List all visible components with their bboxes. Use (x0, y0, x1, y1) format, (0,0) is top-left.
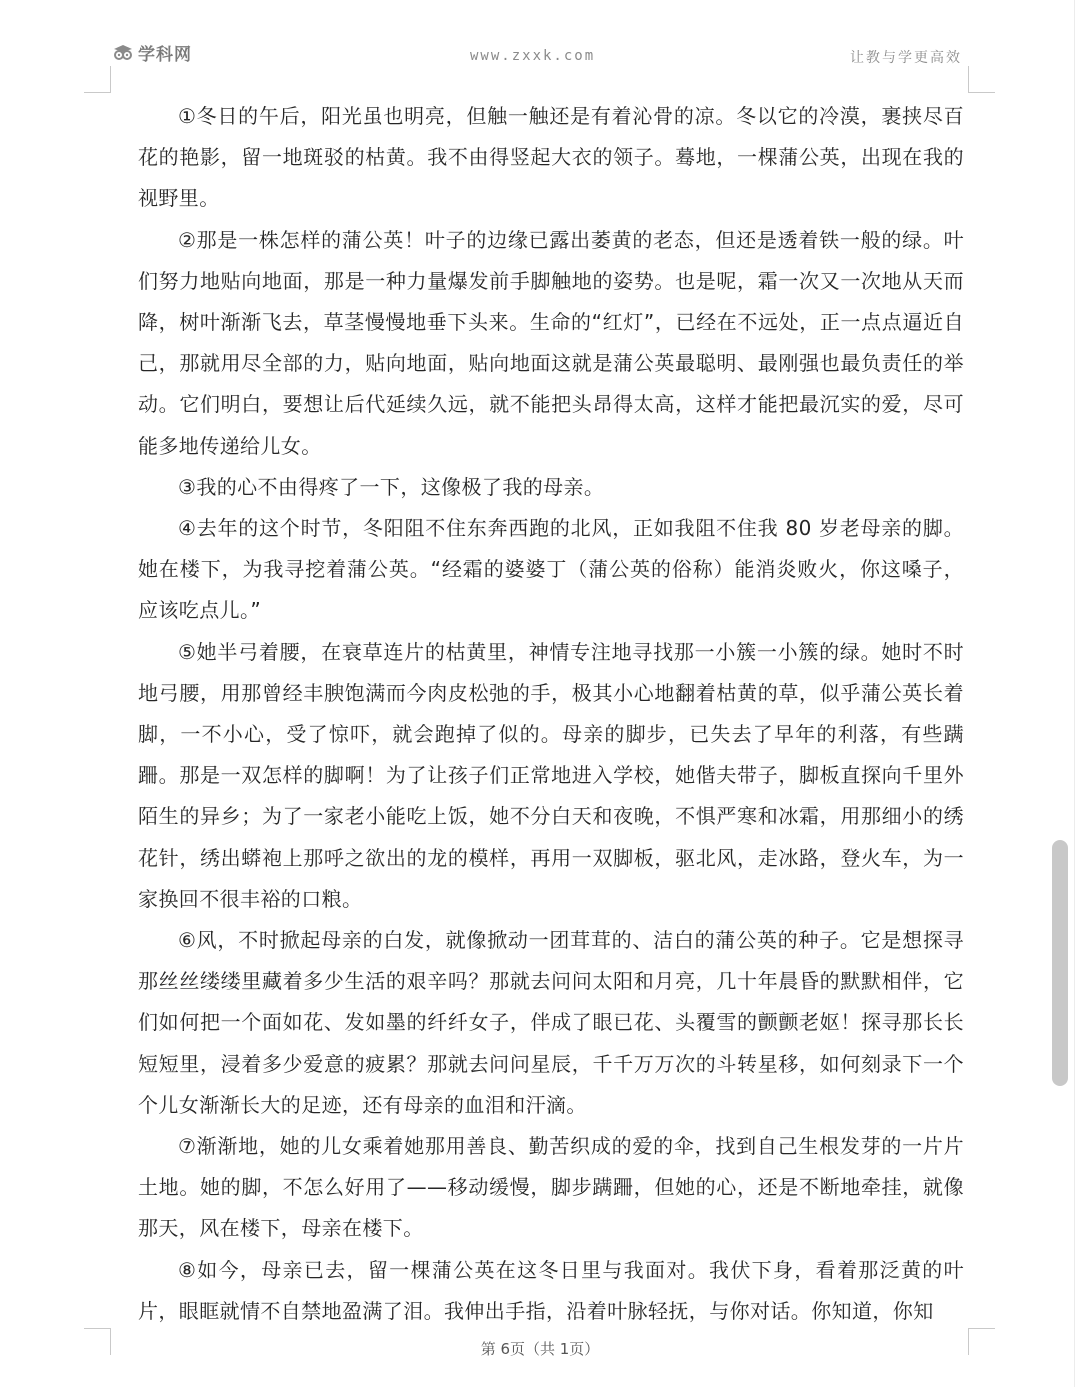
site-url[interactable]: www.zxxk.com (470, 48, 596, 64)
owl-logo-icon (112, 42, 134, 64)
logo-text: 学科网 (138, 45, 192, 65)
scrollbar-thumb[interactable] (1052, 840, 1068, 1086)
window-edge (1074, 0, 1075, 1387)
paragraph-7: ⑦渐渐地，她的儿女乘着她那用善良、勤苦织成的爱的伞，找到自己生根发芽的一片片土地。她的脚，不怎么好用了——移动缓慢，脚步蹒跚，但她的心，还是不断地牵挂，就像那天，风在楼下，母亲在楼下。 (138, 1134, 964, 1241)
page-header (0, 0, 1080, 92)
paragraph-6: ⑥风，不时掀起母亲的白发，就像掀动一团茸茸的、洁白的蒲公英的种子。它是想探寻那丝丝缕缕里藏着多少生活的艰辛吗？那就去问问太阳和月亮，几十年晨昏的默默相伴，它们如何把一个面如花、发如墨的纤纤女子，伴成了眼已花、头覆雪的颤颤老妪！探寻那长长短短里，浸着多少爱意的疲累？那就去问问星辰，千千万万次的斗转星移，如何刻录下一个个儿女渐渐长大的足迹，还有母亲的血泪和汗滴。 (138, 928, 964, 1117)
site-slogan: 让教与学更高效 (850, 50, 962, 66)
page-number: 第 6页（共 1页） (480, 1340, 600, 1358)
paragraph-1: ①冬日的午后，阳光虽也明亮，但触一触还是有着沁骨的凉。冬以它的冷漠，裹挟尽百花的艳影，留一地斑驳的枯黄。我不由得竖起大衣的领子。蓦地，一棵蒲公英，出现在我的视野里。 (138, 104, 964, 211)
paragraph-5: ⑤她半弓着腰，在衰草连片的枯黄里，神情专注地寻找那一小簇一小簇的绿。她时不时地弓腰，用那曾经丰腴饱满而今肉皮松弛的手，极其小心地翻着枯黄的草，似乎蒲公英长着脚，一不小心，受了惊吓，就会跑掉了似的。母亲的脚步，已失去了早年的利落，有些蹒跚。那是一双怎样的脚啊！为了让孩子们正常地进入学校，她偕夫带子，脚板直探向千里外陌生的异乡；为了一家老小能吃上饭，她不分白天和夜晚，不惧严寒和冰霜，用那细小的绣花针，绣出蟒袍上那呼之欲出的龙的模样，再用一双脚板，驱北风，走冰路，登火车，为一家换回不很丰裕的口粮。 (138, 639, 964, 911)
site-logo (112, 40, 192, 65)
document-body (138, 96, 964, 1332)
paragraph-2: ②那是一株怎样的蒲公英！叶子的边缘已露出萎黄的老态，但还是透着铁一般的绿。叶们努力地贴向地面，那是一种力量爆发前手脚触地的姿势。也是呢，霜一次又一次地从天而降，树叶渐渐飞去，草茎慢慢地垂下头来。生命的“红灯”，已经在不远处，正一点点逼近自己，那就用尽全部的力，贴向地面，贴向地面这就是蒲公英最聪明、最刚强也最负责任的举动。它们明白，要想让后代延续久远，就不能把头昂得太高，这样才能把最沉实的爱，尽可能多地传递给儿女。 (138, 227, 964, 458)
paragraph-4: ④去年的这个时节，冬阳阻不住东奔西跑的北风，正如我阻不住我 80 岁老母亲的脚。她在楼下，为我寻挖着蒲公英。“经霜的婆婆丁（蒲公英的俗称）能消炎败火，你这嗓子，应该吃点儿。” (138, 516, 964, 623)
paragraph-8: ⑧如今，母亲已去，留一棵蒲公英在这冬日里与我面对。我伏下身，看着那泛黄的叶片，眼眶就情不自禁地盈满了泪。我伸出手指，沿着叶脉轻抚，与你对话。你知道，你知 (138, 1257, 964, 1323)
paragraph-3: ③我的心不由得疼了一下，这像极了我的母亲。 (178, 474, 605, 499)
